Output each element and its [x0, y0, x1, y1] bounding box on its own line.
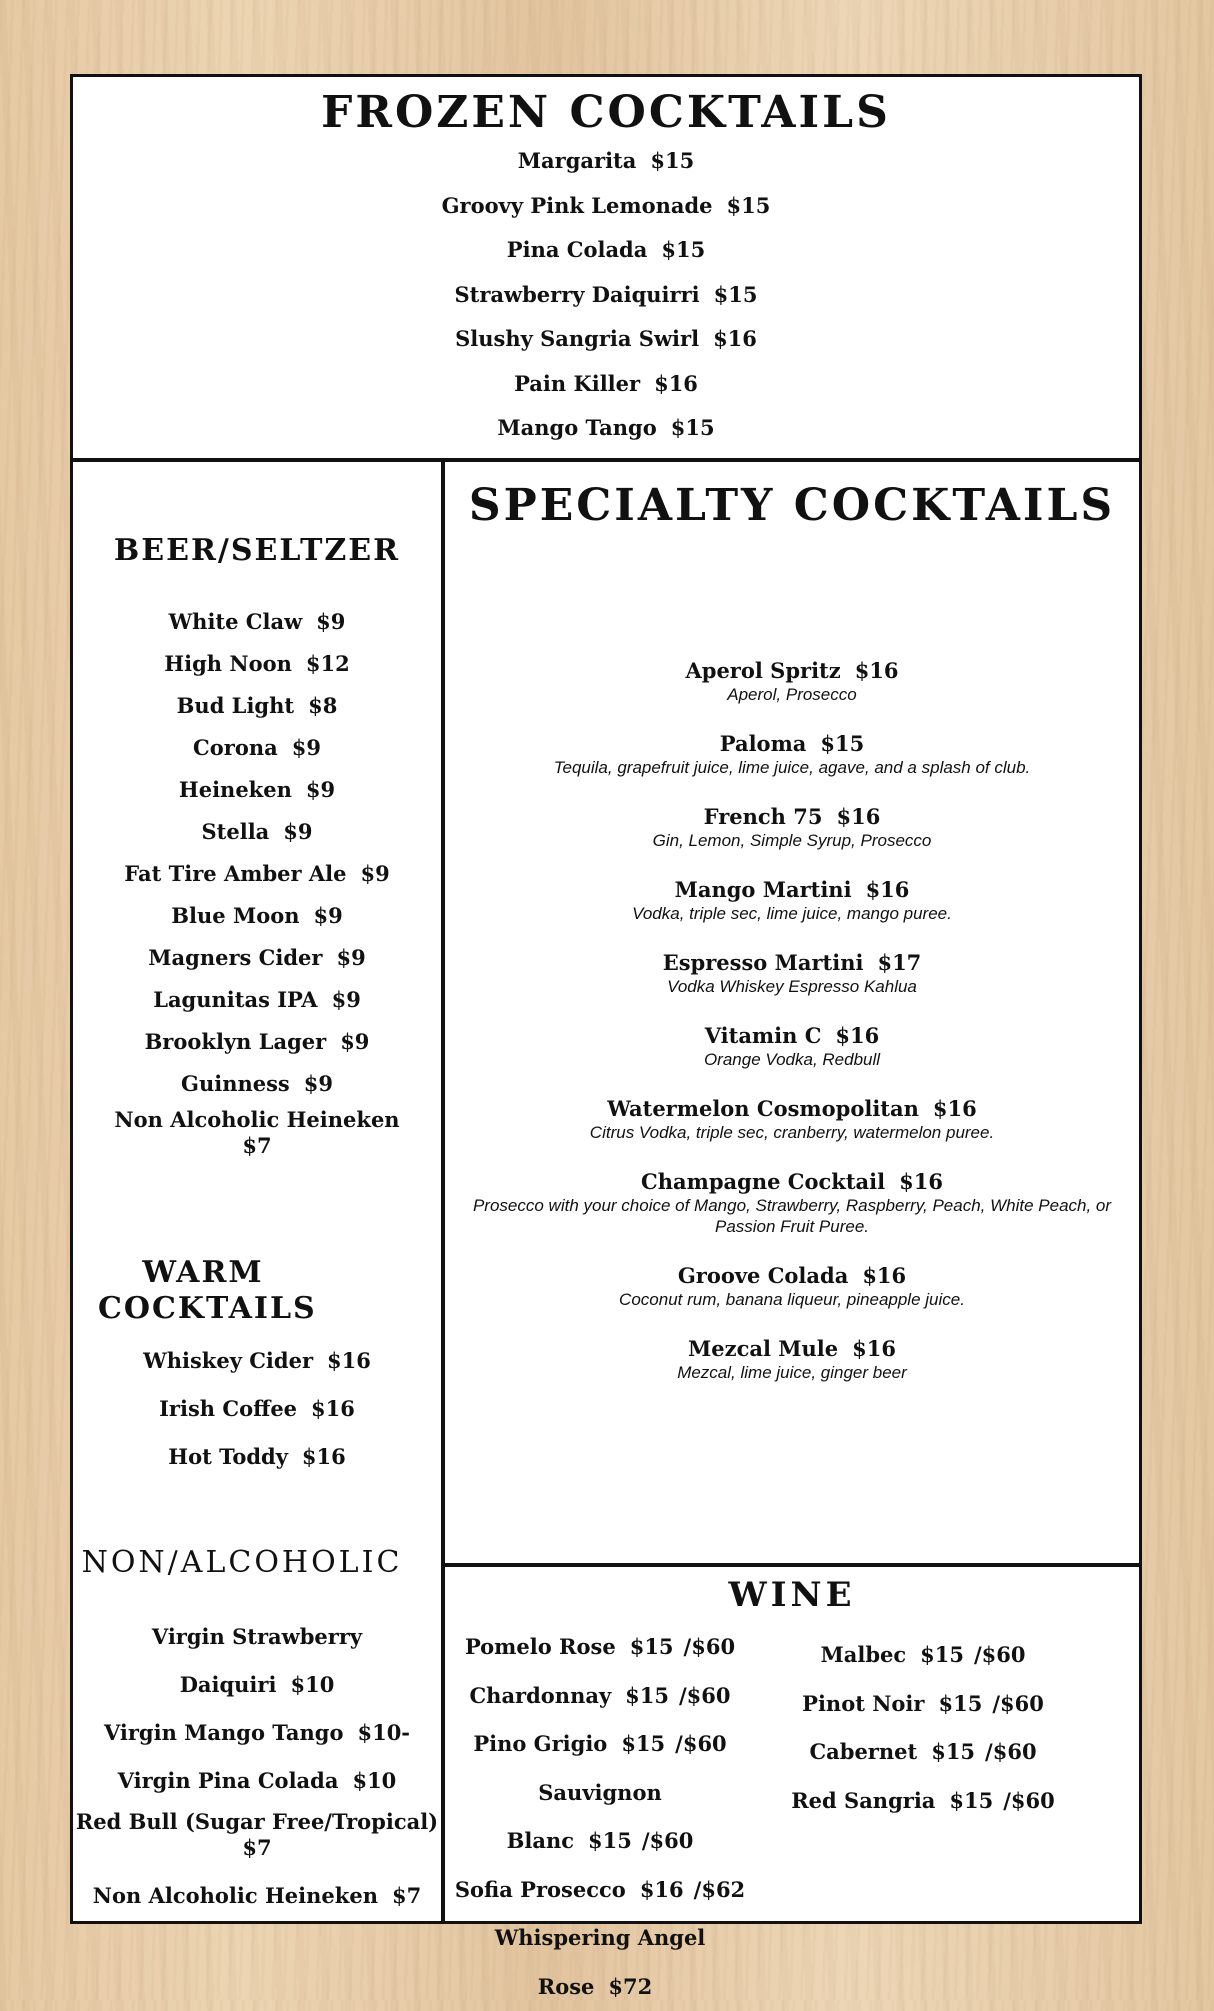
item-name: Corona	[193, 735, 278, 760]
item-name: Whiskey Cider	[143, 1348, 314, 1373]
item-name: Virgin Pina Colada	[117, 1768, 339, 1793]
item-price: $9	[316, 609, 346, 634]
wine-title: WINE	[728, 1575, 856, 1615]
menu-item	[445, 1866, 755, 1915]
specialty-title: SPECIALTY COCKTAILS	[468, 480, 1116, 531]
specialty-item-heading	[445, 1023, 1139, 1049]
item-price: $15	[625, 1682, 670, 1708]
menu-item	[763, 1680, 1083, 1729]
specialty-item-heading	[445, 877, 1139, 903]
menu-item	[73, 1757, 441, 1805]
specialty-item	[445, 1263, 1139, 1310]
item-price: $15	[949, 1787, 994, 1813]
menu-item	[763, 1777, 1083, 1826]
item-name: Magners Cider	[148, 945, 323, 970]
beer-list	[73, 601, 441, 1105]
item-price: $7	[391, 1883, 422, 1908]
item-price: $16	[654, 370, 698, 396]
item-name: Hot Toddy	[168, 1444, 288, 1469]
specialty-item	[445, 877, 1139, 924]
item-name: White Claw	[168, 609, 303, 634]
menu-item	[73, 1433, 441, 1481]
menu-item	[73, 895, 441, 937]
item-name: Groovy Pink Lemonade	[441, 192, 713, 218]
item-name: Red Bull (Sugar Free/Tropical)	[75, 1809, 439, 1834]
item-description: Prosecco with your choice of Mango, Strawberry, Raspberry, Peach, White Peach, or Passion Fruit Puree.	[472, 1196, 1112, 1236]
item-name: Chardonnay	[469, 1682, 612, 1708]
item-price: $9	[331, 987, 361, 1012]
beer-item-non-alcoholic-heineken	[73, 1107, 441, 1159]
item-name: Malbec	[820, 1642, 907, 1667]
menu-item	[73, 1063, 441, 1105]
item-price: $15	[670, 415, 715, 440]
item-price: $16	[835, 1023, 880, 1048]
item-description: Coconut rum, banana liqueur, pineapple juice.	[619, 1290, 965, 1309]
menu-item	[73, 273, 1139, 318]
item-name: Mezcal Mule	[688, 1336, 839, 1361]
warm-title-line2: COCKTAILS	[98, 1291, 317, 1326]
item-price: $15	[661, 237, 706, 262]
specialty-item-heading	[445, 950, 1139, 976]
menu-item	[763, 1728, 1083, 1777]
menu-item	[73, 853, 441, 895]
item-price: $15	[931, 1739, 976, 1764]
menu-item	[73, 1709, 441, 1757]
item-name: Bud Light	[176, 693, 295, 718]
menu-item	[73, 811, 441, 853]
nonalc-title: NON/ALCOHOLIC	[81, 1545, 403, 1580]
item-name: Whispering Angel Rose	[494, 1925, 706, 1999]
nonalc-list	[73, 1613, 441, 1805]
item-price: $7	[242, 1835, 272, 1860]
item-name: Watermelon Cosmopolitan	[607, 1096, 919, 1121]
item-name: High Noon	[164, 651, 292, 676]
warm-title-line1: WARM	[142, 1255, 264, 1290]
item-bottle-price: /$60	[683, 1634, 736, 1659]
item-price: $9	[360, 861, 390, 886]
specialty-item-heading	[445, 1169, 1139, 1195]
item-name: Virgin Strawberry Daiquiri	[151, 1624, 363, 1697]
menu-item	[73, 1385, 441, 1433]
item-name: Guinness	[181, 1071, 290, 1096]
item-price: $16	[865, 877, 910, 902]
item-name: Pinot Noir	[802, 1690, 925, 1716]
item-price: $16	[899, 1169, 943, 1194]
item-description: Vodka Whiskey Espresso Kahlua	[667, 977, 917, 996]
item-name: Pino Grigio	[473, 1731, 608, 1756]
item-name: Heineken	[178, 777, 292, 802]
wine-section	[445, 1577, 1139, 1613]
menu-item	[73, 685, 441, 727]
item-description: Orange Vodka, Redbull	[703, 1050, 881, 1069]
item-price: $15	[588, 1828, 632, 1853]
item-price: $15	[938, 1690, 983, 1716]
item-name: Fat Tire Amber Ale	[124, 861, 347, 886]
specialty-item	[445, 658, 1139, 705]
specialty-list	[445, 658, 1139, 1383]
item-description: Aperol, Prosecco	[727, 685, 857, 704]
item-name: Irish Coffee	[159, 1396, 298, 1421]
item-price: $15	[920, 1642, 964, 1667]
menu-item	[73, 727, 441, 769]
item-description: Tequila, grapefruit juice, lime juice, agave, and a splash of club.	[553, 758, 1031, 777]
item-price: $15	[820, 731, 865, 756]
item-bottle-price: /$60	[985, 1739, 1037, 1764]
item-price: $16	[852, 1336, 896, 1361]
menu-item	[73, 139, 1139, 184]
item-price: $16	[854, 658, 899, 683]
item-price: $16	[862, 1263, 907, 1288]
menu-item	[73, 228, 1139, 273]
item-price: $9	[291, 735, 321, 760]
item-price: $16	[932, 1096, 977, 1121]
item-name: Paloma	[719, 731, 807, 756]
frozen-title: FROZEN COCKTAILS	[321, 87, 891, 138]
item-name: Sauvignon Blanc	[506, 1779, 662, 1853]
warm-section	[73, 1255, 441, 1481]
item-name: Sofia Prosecco	[454, 1876, 626, 1902]
item-price: $16	[327, 1348, 371, 1373]
specialty-item	[445, 950, 1139, 997]
nonalc-section	[73, 1545, 441, 1909]
item-name: Non Alcoholic Heineken	[114, 1107, 400, 1132]
item-name: Champagne Cocktail	[641, 1169, 886, 1194]
item-name: Pina Colada	[506, 237, 648, 262]
item-name: Cabernet	[809, 1739, 918, 1764]
item-price: $16	[311, 1396, 355, 1421]
menu-item	[445, 1914, 755, 2011]
specialty-section	[445, 480, 1139, 1409]
item-description: Vodka, triple sec, lime juice, mango puree.	[632, 904, 952, 923]
warm-title	[98, 1255, 317, 1327]
item-name: Lagunitas IPA	[153, 987, 318, 1012]
item-price: $15	[621, 1731, 666, 1756]
menu-item	[73, 184, 1139, 229]
beer-section	[73, 533, 441, 1159]
menu-item	[73, 362, 1139, 407]
menu-item	[73, 406, 1139, 451]
specialty-item	[445, 1023, 1139, 1070]
item-price: $9	[303, 1071, 333, 1096]
warm-list	[73, 1337, 441, 1481]
item-bottle-price: /$60	[675, 1731, 727, 1756]
item-name: Espresso Martini	[662, 950, 864, 975]
item-price: $15	[713, 281, 758, 307]
item-name: Non Alcoholic Heineken	[92, 1883, 378, 1908]
specialty-item-heading	[445, 1096, 1139, 1122]
item-name: Red Sangria	[791, 1787, 936, 1813]
item-price: $10	[290, 1672, 335, 1697]
item-price: $16	[639, 1876, 684, 1902]
specialty-item-heading	[445, 804, 1139, 830]
menu-card	[70, 74, 1142, 1999]
divider-frozen	[73, 458, 1139, 462]
item-name: French 75	[703, 804, 823, 829]
item-description: Gin, Lemon, Simple Syrup, Prosecco	[652, 831, 932, 850]
specialty-item	[445, 1096, 1139, 1143]
item-bottle-price: /$60	[974, 1642, 1026, 1667]
menu-item	[445, 1769, 755, 1866]
item-name: Mango Tango	[497, 415, 657, 440]
menu-item	[73, 601, 441, 643]
specialty-item	[445, 1336, 1139, 1383]
item-price: $8	[308, 693, 338, 718]
specialty-item-heading	[445, 1263, 1139, 1289]
item-price: $16	[713, 326, 757, 351]
item-price: $9	[283, 819, 313, 844]
item-bottle-price: /$60	[641, 1828, 694, 1853]
item-description: Citrus Vodka, triple sec, cranberry, watermelon puree.	[589, 1123, 995, 1142]
item-name: Margarita	[517, 148, 637, 173]
specialty-item-heading	[445, 1336, 1139, 1362]
item-name: Brooklyn Lager	[144, 1029, 327, 1054]
menu-item	[73, 1613, 441, 1709]
specialty-item	[445, 804, 1139, 851]
item-price: $9	[305, 777, 336, 802]
item-bottle-price: /$60	[679, 1682, 731, 1708]
item-price: $10-	[357, 1720, 411, 1745]
item-name: Pain Killer	[514, 370, 641, 396]
item-name: Mango Martini	[674, 877, 852, 902]
item-name: Stella	[201, 819, 270, 844]
menu-item	[73, 769, 441, 811]
menu-item	[73, 937, 441, 979]
menu-item	[445, 1720, 755, 1769]
frozen-list	[73, 139, 1139, 451]
item-price: $15	[650, 148, 695, 173]
menu-item	[73, 1337, 441, 1385]
menu-item	[445, 1672, 755, 1721]
item-bottle-price: /$60	[992, 1690, 1044, 1716]
item-price: $9	[340, 1029, 370, 1054]
menu-item	[763, 1631, 1083, 1680]
specialty-item	[445, 1169, 1139, 1237]
item-name: Slushy Sangria Swirl	[455, 326, 700, 351]
item-name: Strawberry Daiquirri	[454, 281, 700, 307]
nonalc-item-non-alcoholic-heineken	[73, 1883, 441, 1909]
specialty-item-heading	[445, 731, 1139, 757]
item-bottle-price: /$60	[1003, 1787, 1055, 1813]
item-price: $9	[336, 945, 366, 970]
item-name: Pomelo Rose	[464, 1634, 616, 1659]
specialty-item-heading	[445, 658, 1139, 684]
item-price: $9	[313, 903, 343, 928]
specialty-item	[445, 731, 1139, 778]
item-price: $7	[242, 1133, 272, 1158]
divider-wine	[441, 1563, 1139, 1567]
item-price: $17	[877, 950, 922, 975]
item-price: $16	[836, 804, 881, 829]
wine-list-left	[445, 1623, 755, 2011]
item-price: $10	[352, 1768, 397, 1793]
item-description: Mezcal, lime juice, ginger beer	[677, 1363, 907, 1382]
item-price: $15	[629, 1634, 674, 1659]
item-name: Blue Moon	[171, 903, 300, 928]
item-price: $15	[726, 192, 771, 218]
item-price: $12	[305, 651, 350, 676]
nonalc-item-red-bull	[73, 1809, 441, 1861]
menu-item	[73, 979, 441, 1021]
wine-list-right	[763, 1631, 1083, 1825]
menu-item	[73, 1021, 441, 1063]
frozen-section	[73, 87, 1139, 451]
menu-item	[73, 643, 441, 685]
menu-item	[73, 317, 1139, 362]
item-price: $72	[608, 1973, 653, 1999]
item-price: $16	[301, 1444, 346, 1469]
menu-item	[445, 1623, 755, 1672]
item-name: Aperol Spritz	[685, 658, 841, 683]
beer-title: BEER/SELTZER	[113, 533, 401, 568]
item-bottle-price: /$62	[693, 1876, 746, 1902]
item-name: Vitamin C	[704, 1023, 822, 1048]
item-name: Virgin Mango Tango	[103, 1720, 344, 1745]
item-name: Groove Colada	[677, 1263, 849, 1288]
